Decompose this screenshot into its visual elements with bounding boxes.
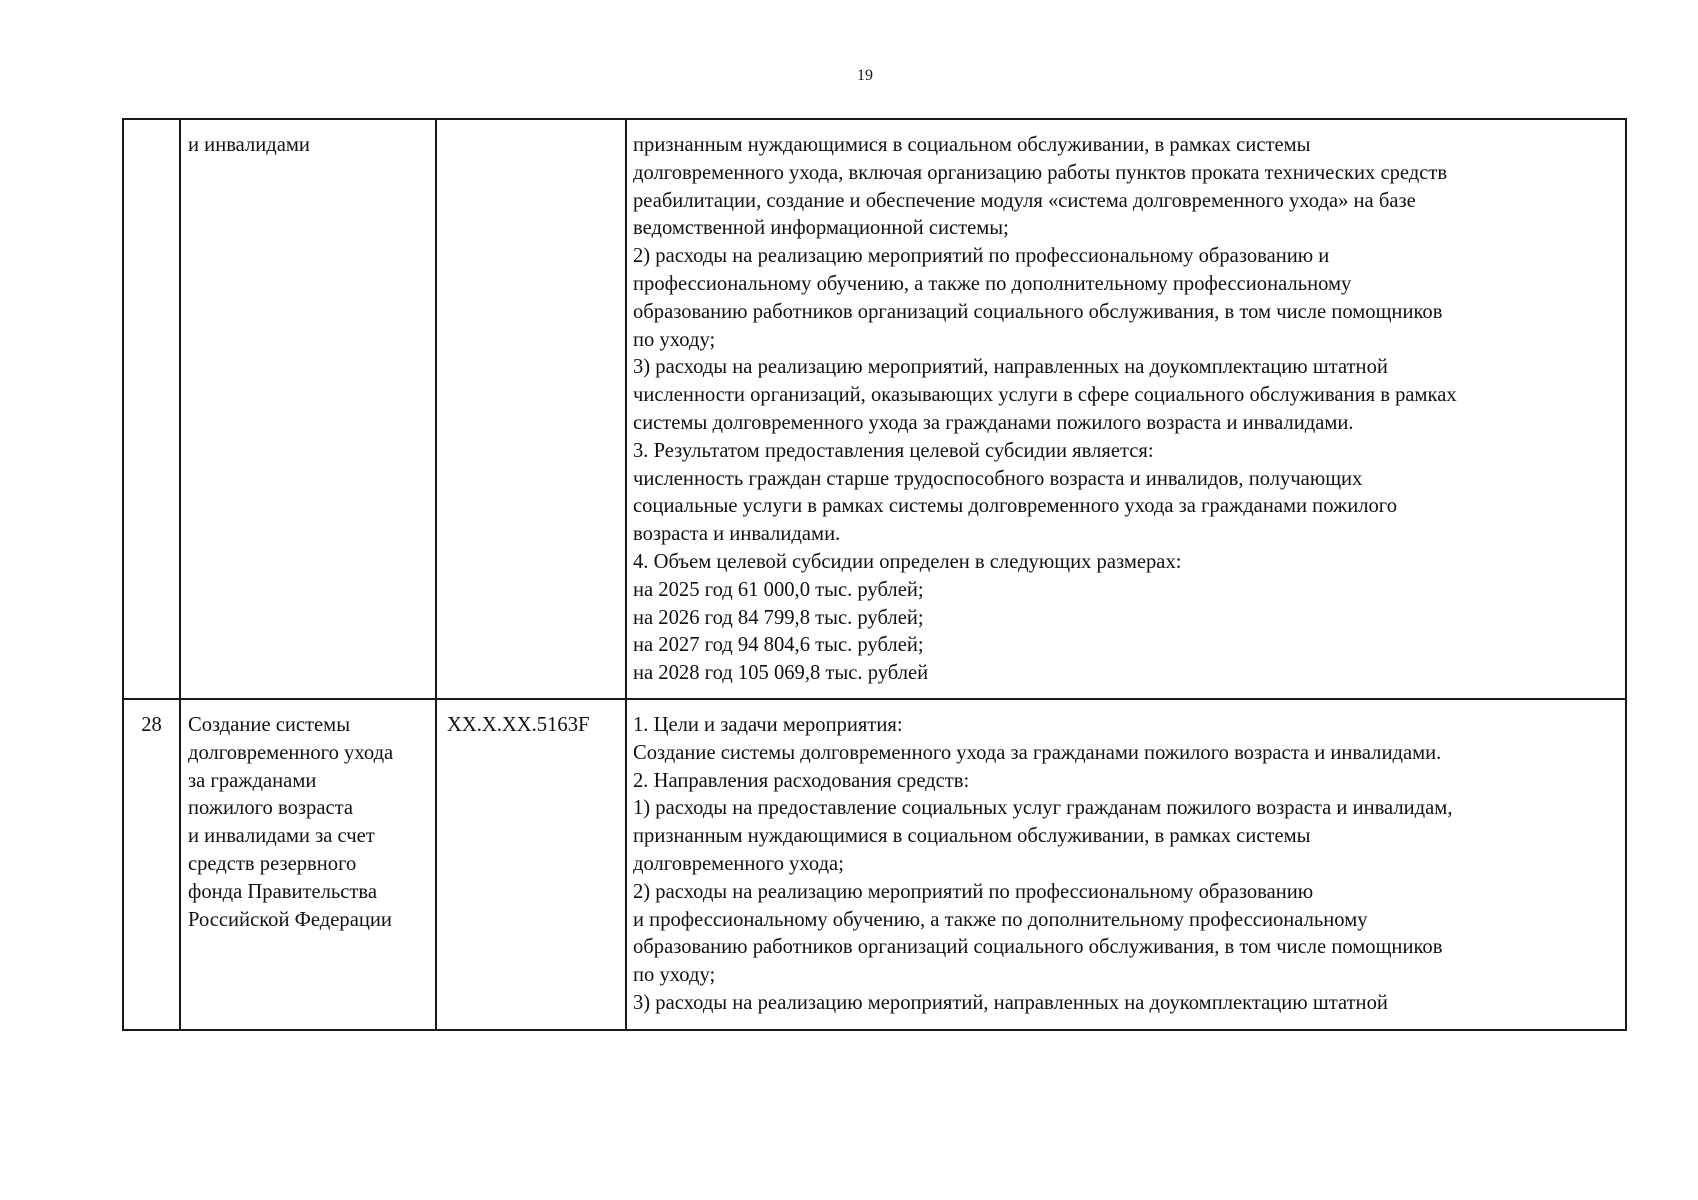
- description-line: на 2028 год 105 069,8 тыс. рублей: [633, 662, 929, 685]
- description-line: долговременного ухода, включая организацию работы пунктов проката технических средств: [633, 161, 1448, 184]
- measure-name-line: фонда Правительства: [188, 880, 378, 903]
- description-line: на 2027 год 94 804,6 тыс. рублей;: [633, 634, 924, 657]
- table-row: [123, 119, 1626, 699]
- description-line: 1) расходы на предоставление социальных услуг гражданам пожилого возраста и инвалидам,: [633, 797, 1453, 820]
- measure-code: XX.X.XX.5163F: [447, 714, 590, 736]
- row-number-cell: [123, 699, 180, 1030]
- table-row: [123, 699, 1626, 1030]
- measure-name-cell: [180, 699, 436, 1030]
- measure-code-cell: [436, 699, 626, 1030]
- page-number: 19: [857, 67, 873, 84]
- measure-description-cell: [626, 699, 1626, 1030]
- measure-name-line: долговременного ухода: [188, 741, 394, 764]
- measure-name-line: за гражданами: [188, 769, 317, 792]
- description-line: 2) расходы на реализацию мероприятий по профессиональному образованию: [633, 880, 1314, 903]
- measure-code: [437, 120, 625, 132]
- description-line: 4. Объем целевой субсидии определен в следующих размерах:: [633, 550, 1182, 573]
- description-line: социальные услуги в рамках системы долговременного ухода за гражданами пожилого: [633, 495, 1398, 518]
- description-line: по уходу;: [633, 964, 716, 987]
- row-number: 28: [141, 714, 162, 736]
- description-line: Создание системы долговременного ухода за гражданами пожилого возраста и инвалидами.: [633, 741, 1442, 764]
- description-line: реабилитации, создание и обеспечение модуля «система долговременного ухода» на базе: [633, 189, 1416, 212]
- description-line: образованию работников организаций социального обслуживания, в том числе помощников: [633, 936, 1443, 959]
- measure-name-line: и инвалидами: [188, 134, 310, 156]
- description-line: на 2025 год 61 000,0 тыс. рублей;: [633, 578, 924, 601]
- description-line: образованию работников организаций социального обслуживания, в том числе помощников: [633, 300, 1443, 323]
- description-line: возраста и инвалидами.: [633, 523, 841, 546]
- description-line: ведомственной информационной системы;: [633, 217, 1009, 240]
- measure-name-line: и инвалидами за счет: [188, 825, 375, 848]
- description-line: 1. Цели и задачи мероприятия:: [633, 714, 903, 736]
- description-line: по уходу;: [633, 328, 716, 351]
- description-line: признанным нуждающимися в социальном обслуживании, в рамках системы: [633, 825, 1311, 848]
- row-number: [124, 120, 179, 132]
- description-line: профессиональному обучению, а также по дополнительному профессиональному: [633, 272, 1352, 295]
- measure-code-cell: [436, 119, 626, 699]
- description-line: долговременного ухода;: [633, 852, 844, 875]
- measures-table: [122, 118, 1627, 1031]
- description-line: и профессиональному обучению, а также по дополнительному профессиональному: [633, 908, 1368, 931]
- description-line: 2) расходы на реализацию мероприятий по профессиональному образованию и: [633, 245, 1330, 268]
- row-number-cell: [123, 119, 180, 699]
- description-line: численность граждан старше трудоспособного возраста и инвалидов, получающих: [633, 467, 1363, 490]
- description-line: признанным нуждающимися в социальном обслуживании, в рамках системы: [633, 134, 1311, 156]
- description-line: 3) расходы на реализацию мероприятий, направленных на доукомплектацию штатной: [633, 356, 1388, 379]
- description-line: 3. Результатом предоставления целевой субсидии является:: [633, 439, 1154, 462]
- description-line: системы долговременного ухода за гражданами пожилого возраста и инвалидами.: [633, 411, 1354, 434]
- measure-name-line: средств резервного: [188, 852, 357, 875]
- measure-name-cell: [180, 119, 436, 699]
- description-line: 2. Направления расходования средств:: [633, 769, 970, 792]
- description-line: 3) расходы на реализацию мероприятий, направленных на доукомплектацию штатной: [633, 991, 1388, 1014]
- measure-name-line: Российской Федерации: [188, 908, 392, 931]
- measure-name-line: пожилого возраста: [188, 797, 353, 820]
- description-line: на 2026 год 84 799,8 тыс. рублей;: [633, 606, 924, 629]
- measure-name-line: Создание системы: [188, 714, 351, 736]
- description-line: численности организаций, оказывающих услуги в сфере социального обслуживания в рамках: [633, 384, 1457, 407]
- measure-description-cell: [626, 119, 1626, 699]
